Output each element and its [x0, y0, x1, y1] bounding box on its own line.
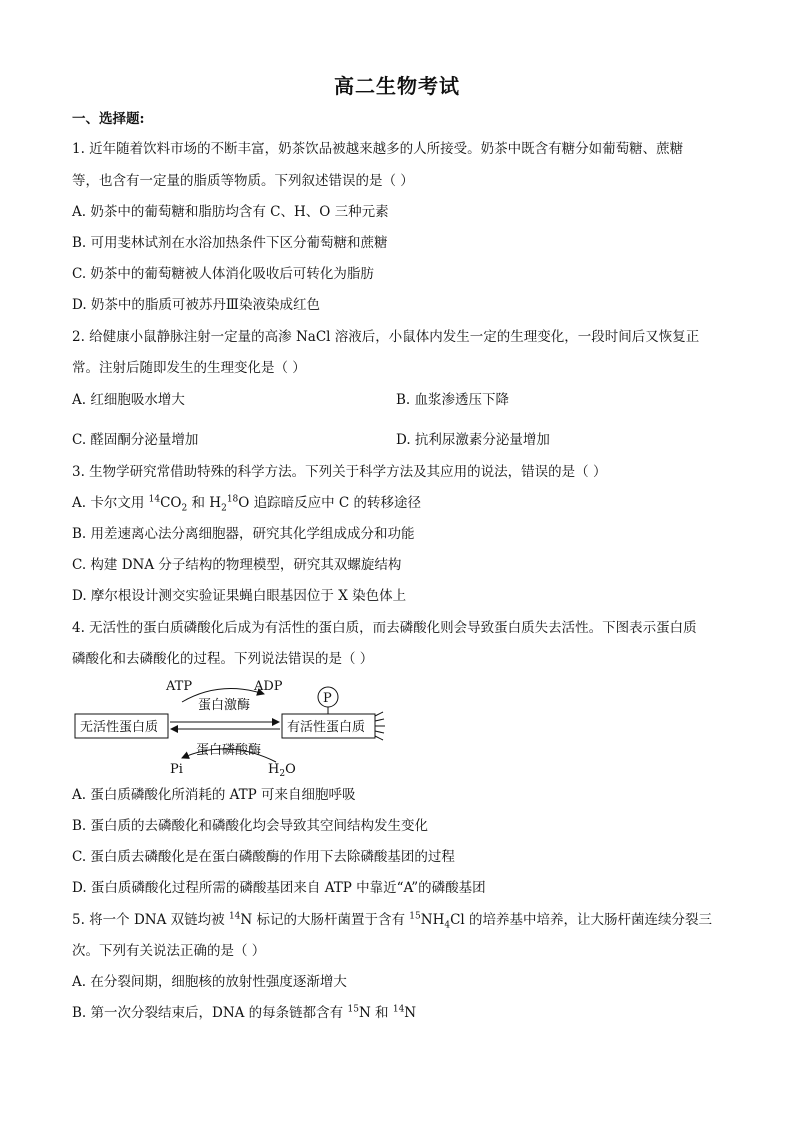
phosphorylation-diagram [70, 676, 400, 780]
question-4-option-a: A. 蛋白质磷酸化所消耗的 ATP 可来自细胞呼吸 [72, 787, 356, 803]
question-2-option-c: C. 醛固酮分泌量增加 [72, 432, 199, 448]
pi-label: Pi [170, 762, 183, 777]
question-1-option-a: A. 奶茶中的葡萄糖和脂肪均含有 C、H、O 三种元素 [72, 204, 389, 220]
water-label: $H_2O$ [268, 762, 296, 779]
question-1-option-b: B. 可用斐林试剂在水浴加热条件下区分葡萄糖和蔗糖 [72, 235, 388, 251]
question-5-option-b: B. 第一次分裂结束后，DNA 的每条链都含有 $^{15}$N 和 $^{14}$N [72, 1004, 417, 1021]
question-3-stem: 3. 生物学研究常借助特殊的科学方法。下列关于科学方法及其应用的说法，错误的是（ ） [72, 464, 607, 480]
question-2-stem-line-1: 2. 给健康小鼠静脉注射一定量的高渗 NaCl 溶液后，小鼠体内发生一定的生理变化，一段时间后又恢复正 [72, 329, 700, 345]
question-5-option-a: A. 在分裂间期，细胞核的放射性强度逐渐增大 [72, 974, 347, 990]
active-protein-label: 有活性蛋白质 [287, 720, 366, 735]
phosphatase-label: 蛋白磷酸酶 [196, 743, 262, 758]
question-1-stem-line-2: 等，也含有一定量的脂质等物质。下列叙述错误的是（ ） [72, 173, 414, 189]
question-4-stem-line-2: 磷酸化和去磷酸化的过程。下列说法错误的是（ ） [72, 651, 374, 667]
phosphate-label: P [323, 691, 332, 706]
question-1-option-d: D. 奶茶中的脂质可被苏丹Ⅲ染液染成红色 [72, 297, 320, 313]
question-3-option-a: A. 卡尔文用 $^{14}CO_2$ 和 $H_2^{18}O$ 追踪暗反应中 C 的转移途径 [72, 494, 422, 514]
section-heading: 一、选择题: [72, 111, 145, 127]
atp-label: ATP [166, 679, 193, 694]
kinase-label: 蛋白激酶 [198, 698, 251, 713]
question-1-option-c: C. 奶茶中的葡萄糖被人体消化吸收后可转化为脂肪 [72, 266, 374, 282]
active-protein-fringe [375, 712, 385, 740]
question-2-option-b: B. 血浆渗透压下降 [396, 392, 510, 408]
question-3-option-d: D. 摩尔根设计测交实验证果蝇白眼基因位于 X 染色体上 [72, 588, 407, 604]
inactive-protein-label: 无活性蛋白质 [80, 720, 159, 735]
question-4-stem-line-1: 4. 无活性的蛋白质磷酸化后成为有活性的蛋白质，而去磷酸化则会导致蛋白质失去活性。下图表示蛋白质 [72, 620, 697, 636]
adp-label: ADP [254, 679, 283, 694]
question-5-stem-line-2: 次。下列有关说法正确的是（ ） [72, 943, 266, 959]
question-4-option-c: C. 蛋白质去磷酸化是在蛋白磷酸酶的作用下去除磷酸基团的过程 [72, 849, 455, 865]
question-3-option-c: C. 构建 DNA 分子结构的物理模型，研究其双螺旋结构 [72, 557, 402, 573]
question-4-option-b: B. 蛋白质的去磷酸化和磷酸化均会导致其空间结构发生变化 [72, 818, 429, 834]
question-2-stem-line-2: 常。注射后随即发生的生理变化是（ ） [72, 360, 306, 376]
question-2-option-d: D. 抗利尿激素分泌量增加 [396, 432, 550, 448]
question-5-stem-line-1: 5. 将一个 DNA 双链均被 $^{14}$N 标记的大肠杆菌置于含有 $^{15}NH_4Cl$ 的培养基中培养，让大肠杆菌连续分裂三 [72, 911, 713, 931]
question-3-option-b: B. 用差速离心法分离细胞器，研究其化学组成成分和功能 [72, 526, 415, 542]
question-4-option-d: D. 蛋白质磷酸化过程所需的磷酸基团来自 ATP 中靠近“A”的磷酸基团 [72, 880, 486, 896]
page-title: 高二生物考试 [334, 74, 460, 98]
question-2-option-a: A. 红细胞吸水增大 [72, 392, 185, 408]
question-1-stem-line-1: 1. 近年随着饮料市场的不断丰富，奶茶饮品被越来越多的人所接受。奶茶中既含有糖分如葡萄糖、蔗糖 [72, 141, 684, 157]
